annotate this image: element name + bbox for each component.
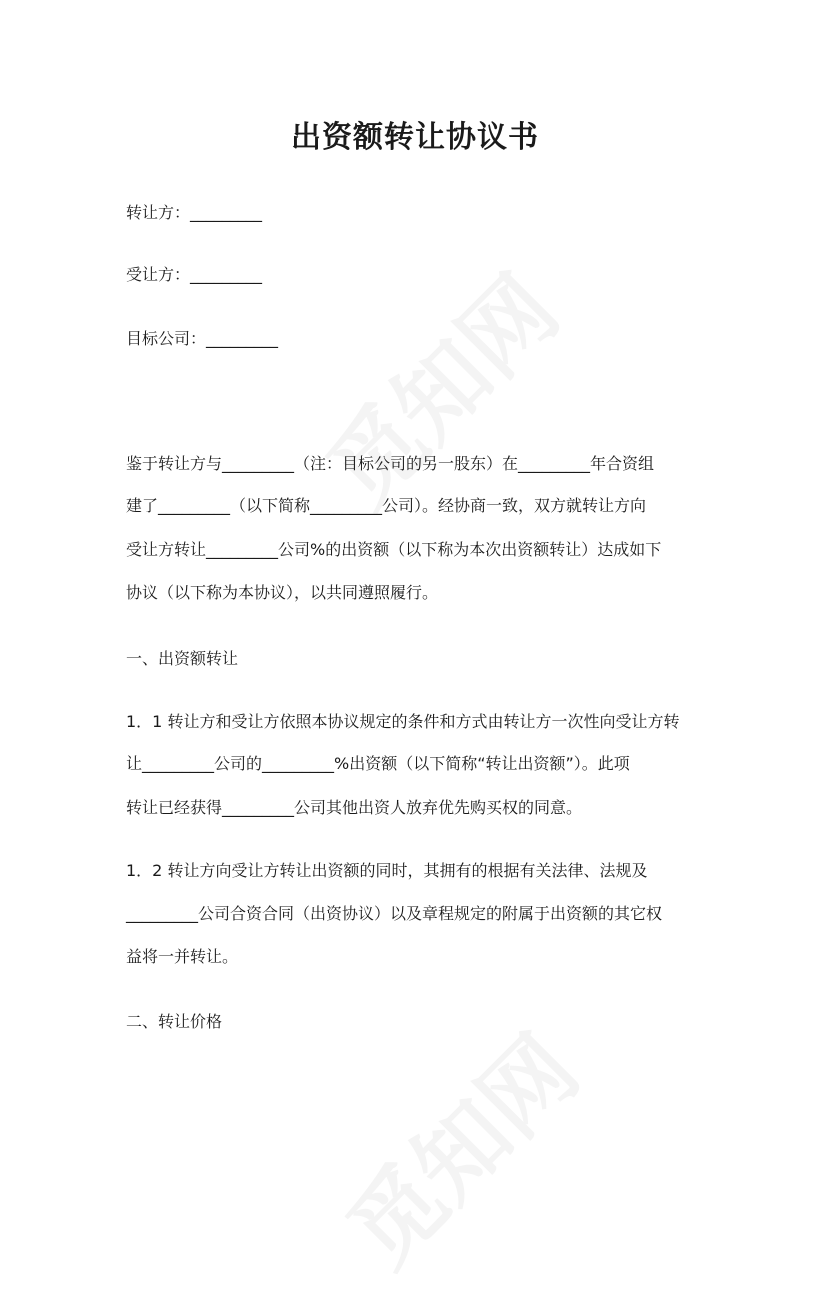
clause-1-2-line: 益将一并转让。 <box>126 947 239 966</box>
section-heading-price: 二、转让价格 <box>126 1012 223 1031</box>
preamble-line: 鉴于转让方与_________（注：目标公司的另一股东）在_________年合资组 <box>126 454 655 473</box>
clause-1-2-line: _________公司合资合同（出资协议）以及章程规定的附属于出资额的其它权 <box>126 904 663 923</box>
transferor-field: 转让方：_________ <box>126 203 263 222</box>
watermark-bottom <box>314 1002 603 1290</box>
clause-1-1-line: 1．1 转让方和受让方依照本协议规定的条件和方式由转让方一次性向受让方转 <box>126 712 680 731</box>
clause-1-1-line: 转让已经获得_________公司其他出资人放弃优先购买权的同意。 <box>126 798 583 817</box>
preamble-line: 受让方转让_________公司%的出资额（以下称为本次出资额转让）达成如下 <box>126 540 662 559</box>
section-heading-transfer: 一、出资额转让 <box>126 649 239 668</box>
target-company-field: 目标公司：_________ <box>126 329 279 348</box>
document-title: 出资额转让协议书 <box>291 120 539 155</box>
transferee-field: 受让方：_________ <box>126 265 263 284</box>
preamble-line: 建了_________（以下简称_________公司）。经协商一致，双方就转让方向 <box>126 496 647 515</box>
clause-1-2-line: 1．2 转让方向受让方转让出资额的同时，其拥有的根据有关法律、法规及 <box>126 861 648 880</box>
preamble-line: 协议（以下称为本协议），以共同遵照履行。 <box>126 583 439 602</box>
clause-1-1-line: 让_________公司的_________%出资额（以下简称“转让出资额”）。此项 <box>126 754 630 773</box>
watermark <box>294 242 583 531</box>
